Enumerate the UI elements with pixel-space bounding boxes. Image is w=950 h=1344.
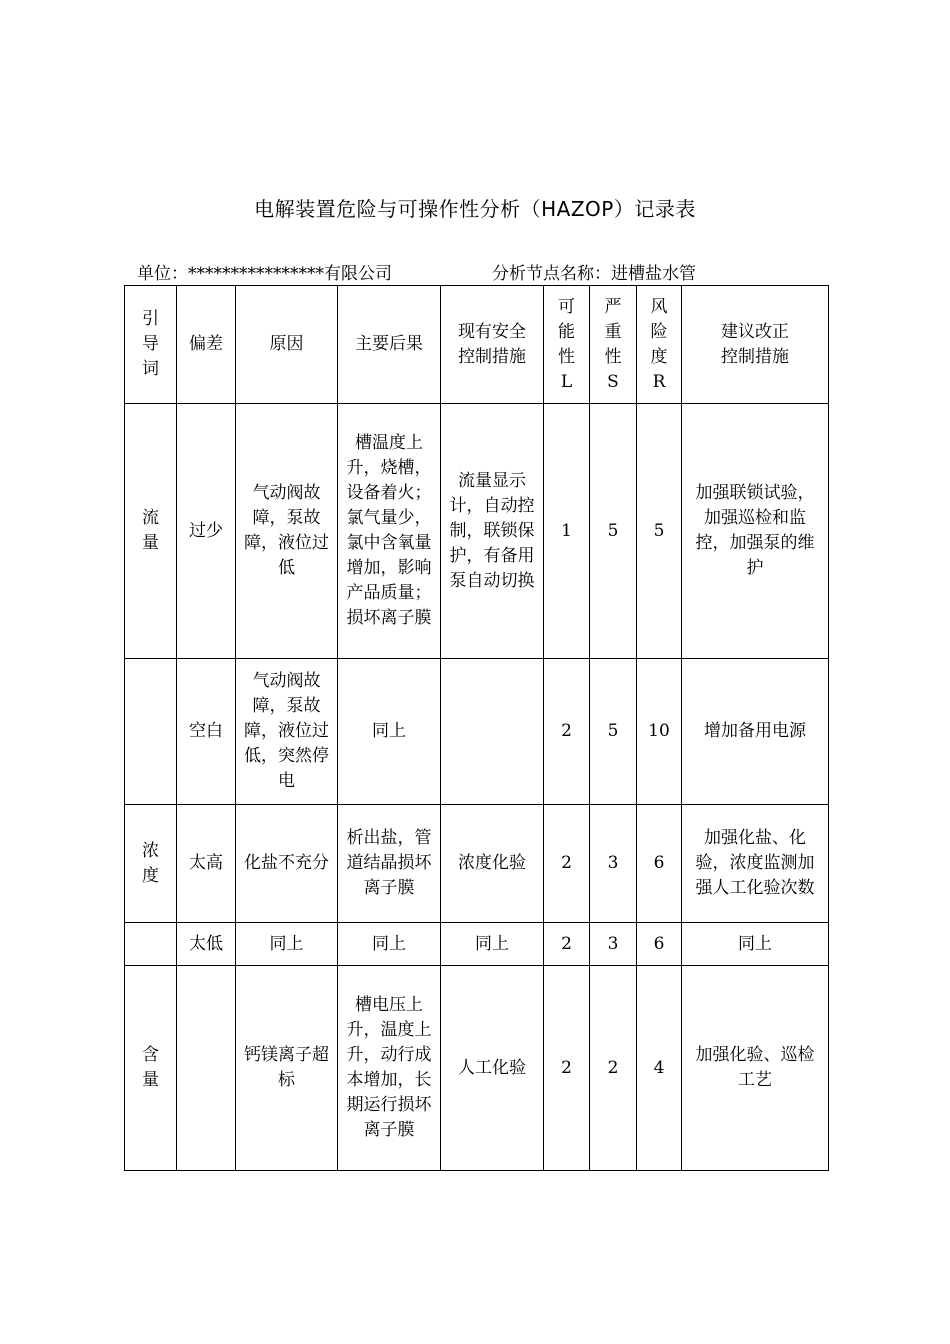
header-deviation: 偏差 bbox=[177, 286, 236, 404]
cell-existing-controls: 人工化验 bbox=[441, 966, 544, 1171]
cell-risk: 4 bbox=[637, 966, 682, 1171]
cell-cause: 同上 bbox=[236, 923, 338, 966]
cell-cause: 钙镁离子超标 bbox=[236, 966, 338, 1171]
cell-consequence: 同上 bbox=[338, 659, 441, 805]
cell-consequence: 析出盐，管道结晶损坏离子膜 bbox=[338, 805, 441, 923]
cell-consequence: 槽电压上升，温度上升，动行成本增加，长期运行损坏离子膜 bbox=[338, 966, 441, 1171]
cell-consequence: 槽温度上升，烧槽，设备着火；氯气量少，氯中含氧量增加，影响产品质量；损坏离子膜 bbox=[338, 404, 441, 659]
header-guide-word: 引导词 bbox=[125, 286, 177, 404]
cell-existing-controls bbox=[441, 659, 544, 805]
cell-guide-word: 流量 bbox=[125, 404, 177, 659]
cell-recommendation: 同上 bbox=[682, 923, 829, 966]
header-severity: 严重性S bbox=[590, 286, 637, 404]
cell-cause: 气动阀故障，泵故障，液位过低 bbox=[236, 404, 338, 659]
cell-risk: 6 bbox=[637, 805, 682, 923]
cell-severity: 5 bbox=[590, 659, 637, 805]
cell-risk: 10 bbox=[637, 659, 682, 805]
cell-deviation bbox=[177, 966, 236, 1171]
cell-likelihood: 2 bbox=[544, 923, 590, 966]
cell-recommendation: 增加备用电源 bbox=[682, 659, 829, 805]
cell-severity: 5 bbox=[590, 404, 637, 659]
page-title: 电解装置危险与可操作性分析（HAZOP）记录表 bbox=[254, 197, 696, 221]
cell-recommendation: 加强化盐、化验，浓度监测加强人工化验次数 bbox=[682, 805, 829, 923]
cell-consequence: 同上 bbox=[338, 923, 441, 966]
cell-risk: 6 bbox=[637, 923, 682, 966]
cell-likelihood: 2 bbox=[544, 966, 590, 1171]
cell-deviation: 过少 bbox=[177, 404, 236, 659]
header-cause: 原因 bbox=[236, 286, 338, 404]
cell-existing-controls: 流量显示计，自动控制，联锁保护，有备用泵自动切换 bbox=[441, 404, 544, 659]
header-likelihood: 可能性L bbox=[544, 286, 590, 404]
analysis-node-label: 分析节点名称：进槽盐水管 bbox=[492, 264, 696, 284]
cell-cause: 气动阀故障，泵故障，液位过低，突然停电 bbox=[236, 659, 338, 805]
cell-risk: 5 bbox=[637, 404, 682, 659]
header-recommendations: 建议改正 控制措施 bbox=[682, 286, 829, 404]
cell-severity: 3 bbox=[590, 805, 637, 923]
cell-likelihood: 2 bbox=[544, 659, 590, 805]
cell-severity: 3 bbox=[590, 923, 637, 966]
cell-cause: 化盐不充分 bbox=[236, 805, 338, 923]
cell-deviation: 太高 bbox=[177, 805, 236, 923]
header-risk: 风险度R bbox=[637, 286, 682, 404]
cell-guide-word bbox=[125, 659, 177, 805]
table-row bbox=[125, 966, 829, 1171]
cell-existing-controls: 浓度化验 bbox=[441, 805, 544, 923]
cell-guide-word: 含量 bbox=[125, 966, 177, 1171]
cell-recommendation: 加强化验、巡检工艺 bbox=[682, 966, 829, 1171]
cell-guide-word bbox=[125, 923, 177, 966]
table-row bbox=[125, 805, 829, 923]
cell-likelihood: 1 bbox=[544, 404, 590, 659]
cell-recommendation: 加强联锁试验，加强巡检和监控，加强泵的维护 bbox=[682, 404, 829, 659]
table-row bbox=[125, 659, 829, 805]
cell-guide-word: 浓度 bbox=[125, 805, 177, 923]
table-row bbox=[125, 923, 829, 966]
cell-existing-controls: 同上 bbox=[441, 923, 544, 966]
unit-label: 单位：****************有限公司 bbox=[137, 264, 392, 284]
cell-deviation: 空白 bbox=[177, 659, 236, 805]
hazop-table bbox=[124, 285, 829, 1171]
cell-severity: 2 bbox=[590, 966, 637, 1171]
header-existing-controls: 现有安全控制措施 bbox=[441, 286, 544, 404]
cell-likelihood: 2 bbox=[544, 805, 590, 923]
table-header-row bbox=[125, 286, 829, 404]
header-consequence: 主要后果 bbox=[338, 286, 441, 404]
table-row bbox=[125, 404, 829, 659]
cell-deviation: 太低 bbox=[177, 923, 236, 966]
